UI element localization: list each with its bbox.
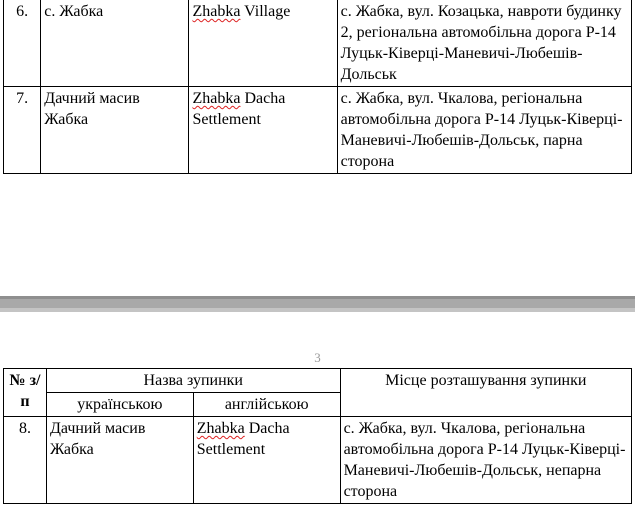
page-number: 3 <box>314 350 321 365</box>
row-number: 6. <box>4 0 41 87</box>
row-number: 7. <box>4 87 41 174</box>
spellcheck-word: Zhabka <box>192 3 241 20</box>
stop-name-english-rest: Village <box>240 3 291 20</box>
stop-name-ukrainian: Дачний масив Жабка <box>41 87 189 174</box>
stop-name-ukrainian: с. Жабка <box>41 0 189 87</box>
spellcheck-word: Zhabka <box>196 420 245 437</box>
table-row <box>4 0 632 87</box>
stop-name-ukrainian: Дачний масив Жабка <box>46 417 193 504</box>
stop-name-english-rest: Dacha Settlement <box>192 90 286 128</box>
stop-location: с. Жабка, вул. Чкалова, регіональна автомобільна дорога Р-14 Луцьк-Ківерці-Маневичі-Любешів-Дольськ, парна сторона <box>337 87 631 174</box>
stop-location: с. Жабка, вул. Чкалова, регіональна автомобільна дорога Р-14 Луцьк-Ківерці-Маневичі-Любешів-Дольськ, непарна сторона <box>340 417 631 504</box>
table-row <box>4 417 632 504</box>
stop-name-english <box>189 87 337 174</box>
header-location: Місце розташування зупинки <box>340 369 631 417</box>
header-english: англійською <box>193 393 340 417</box>
stops-table-bottom <box>3 368 632 504</box>
stop-name-english-rest: Dacha Settlement <box>196 420 290 458</box>
page-gap-shadow-bottom <box>0 308 635 312</box>
table-header-row <box>4 369 632 393</box>
stop-name-english <box>193 417 340 504</box>
header-stop-name: Назва зупинки <box>46 369 340 393</box>
stop-name-english <box>189 0 337 87</box>
stop-location: с. Жабка, вул. Козацька, навроти будинку 2, регіональна автомобільна дорога Р-14 Луцьк-Ківерці-Маневичі-Любешів-Дольськ <box>337 0 631 87</box>
header-number: № з/п <box>4 369 47 417</box>
stops-table-top <box>3 0 632 174</box>
spellcheck-word: Zhabka <box>192 90 241 107</box>
page-break-gap <box>0 296 635 312</box>
page-gap-shadow-top <box>0 296 635 299</box>
table-row <box>4 87 632 174</box>
header-ukrainian: українською <box>46 393 193 417</box>
row-number: 8. <box>4 417 47 504</box>
